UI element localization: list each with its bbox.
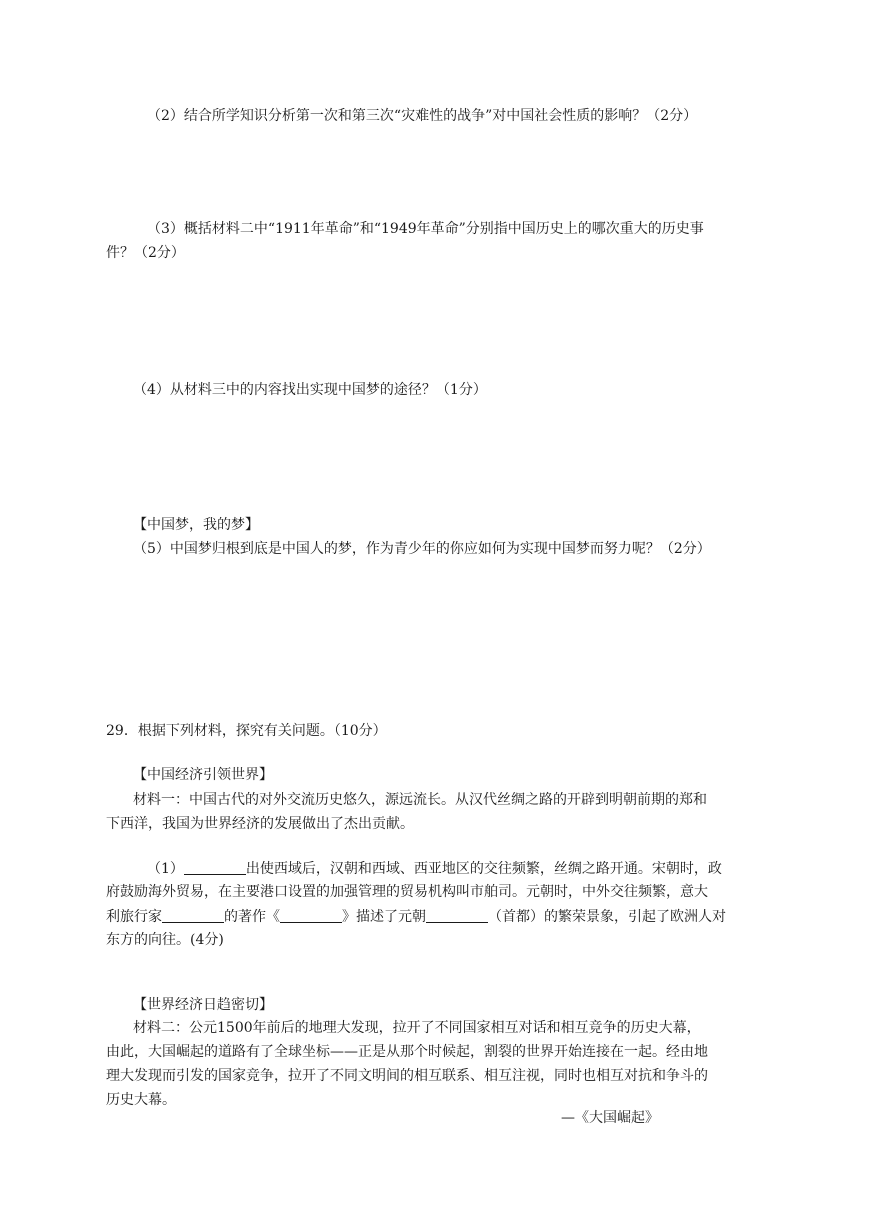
fill-question-1-line-2: 府鼓励海外贸易，在主要港口设置的加强管理的贸易机构叫市舶司。元朝时，中外交往频繁，意大 <box>106 884 708 900</box>
material-1-line-2: 下西洋，我国为世界经济的发展做出了杰出贡献。 <box>106 816 414 832</box>
fill-text: 的著作《 <box>224 909 280 925</box>
material-2-line-1: 材料二：公元1500年前后的地理大发现，拉开了不同国家相互对话和相互竞争的历史大幕， <box>133 1020 701 1036</box>
fill-text: 出使西域后，汉朝和西域、西亚地区的交往频繁，丝绸之路开通。宋朝时，政 <box>245 861 722 877</box>
fill-question-1-line-1 <box>147 856 722 881</box>
answer-blank-traveler[interactable] <box>162 904 224 923</box>
question-4: （4）从材料三中的内容找出实现中国梦的途径？（1分） <box>133 382 487 398</box>
fill-text: 利旅行家 <box>106 909 162 925</box>
fill-question-1-line-4: 东方的向往。(4分) <box>106 932 224 948</box>
section-title-chinese-dream: 【中国梦，我的梦】 <box>133 517 259 533</box>
section-title-world-economy: 【世界经济日趋密切】 <box>133 997 273 1013</box>
material-2-line-4: 历史大幕。 <box>106 1092 176 1108</box>
fill-text: （首都）的繁荣景象，引起了欧洲人对 <box>488 909 726 925</box>
answer-blank-capital[interactable] <box>426 904 488 923</box>
answer-blank-envoy[interactable] <box>184 856 246 875</box>
question-3-line-1: （3）概括材料二中“1911年革命”和“1949年革命”分别指中国历史上的哪次重大的历史事 <box>147 221 704 237</box>
fill-question-1-line-3 <box>106 904 726 929</box>
question-29-heading: 29．根据下列材料，探究有关问题。（10分） <box>106 723 387 739</box>
material-2-line-2: 由此，大国崛起的道路有了全球坐标——正是从那个时候起，割裂的世界开始连接在一起。经由地 <box>106 1044 708 1060</box>
material-2-source: —《大国崛起》 <box>561 1110 659 1126</box>
question-2: （2）结合所学知识分析第一次和第三次“灾难性的战争”对中国社会性质的影响？（2分） <box>147 108 698 124</box>
material-2-line-3: 理大发现而引发的国家竞争，拉开了不同文明间的相互联系、相互注视，同时也相互对抗和争斗的 <box>106 1068 708 1084</box>
question-5: （5）中国梦归根到底是中国人的梦，作为青少年的你应如何为实现中国梦而努力呢？（2分） <box>133 541 711 557</box>
fill-text: 》描述了元朝 <box>342 909 426 925</box>
material-1-line-1: 材料一：中国古代的对外交流历史悠久，源远流长。从汉代丝绸之路的开辟到明朝前期的郑和 <box>133 792 707 808</box>
answer-blank-book[interactable] <box>280 904 342 923</box>
section-title-china-economy: 【中国经济引领世界】 <box>133 767 273 783</box>
fill-text: （1） <box>147 861 184 877</box>
question-3-line-2: 件？（2分） <box>106 245 185 261</box>
